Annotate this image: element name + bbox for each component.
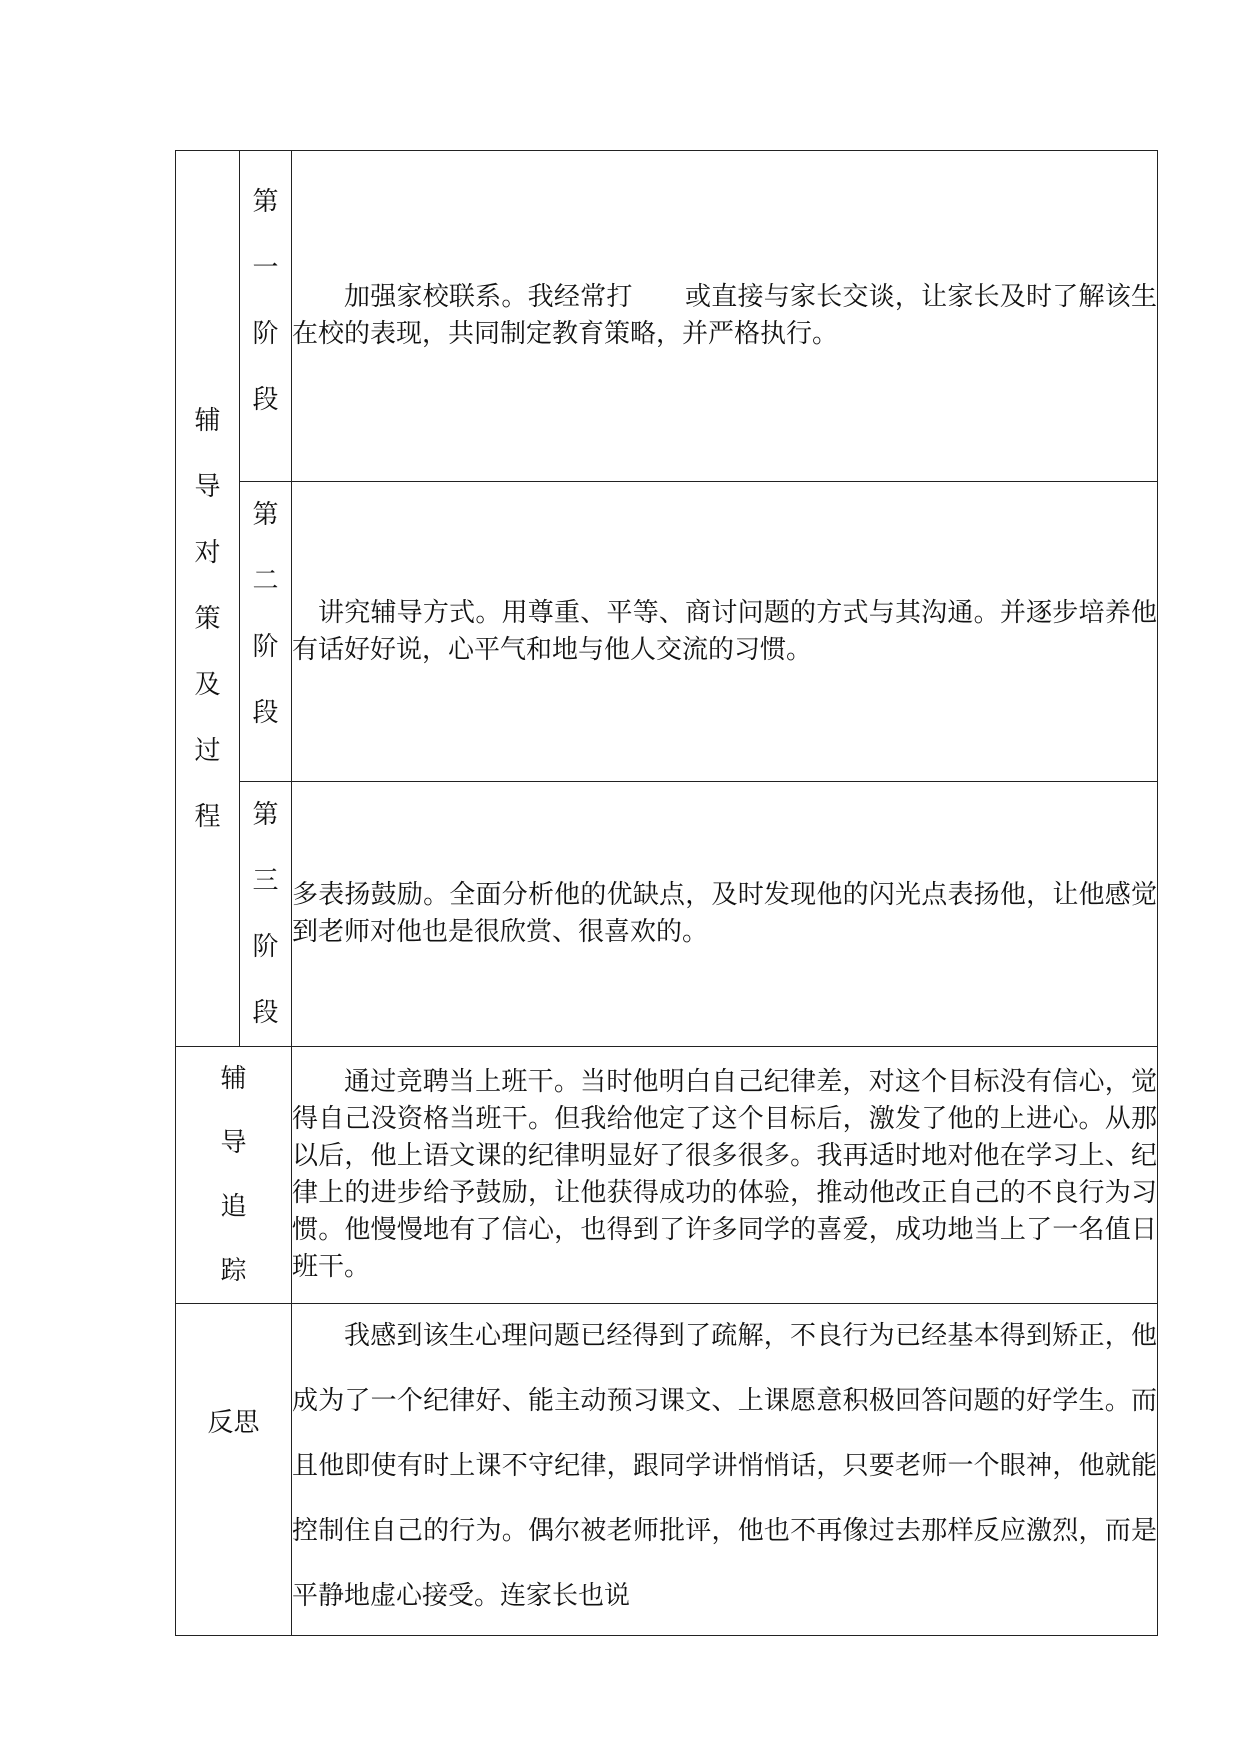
stage-label-char: 一 [252,253,279,283]
group-label-char: 对 [194,537,221,568]
stage-2-text: 讲究辅导方式。用尊重、平等、商讨问题的方式与其沟通。并逐步培养他有话好好说，心平气和地与他人交流的习惯。 [292,482,1158,782]
stage-label-char: 第 [252,500,279,530]
stage-label-char: 段 [252,698,279,728]
group-label-char: 导 [194,471,221,502]
tracking-label [176,1047,292,1304]
stage-2-label [240,482,292,782]
reflection-label-text: 反思 [207,1408,260,1438]
stage-3-label [240,782,292,1047]
stage-label-char: 阶 [252,319,279,349]
stage-label-char: 段 [252,385,279,415]
stage-1-label [240,151,292,482]
stage-label-char: 阶 [252,932,279,962]
group-label-char: 策 [194,603,221,634]
tracking-text: 通过竞聘当上班干。当时他明白自己纪律差，对这个目标没有信心，觉得自己没资格当班干。但我给他定了这个目标后，激发了他的上进心。从那以后，他上语文课的纪律明显好了很多很多。我再适时地对他在学习上、纪律上的进步给予鼓励，让他获得成功的体验，推动他改正自己的不良行为习惯。他慢慢地有了信心，也得到了许多同学的喜爱，成功地当上了一名值日班干。 [292,1047,1158,1304]
group-label-char: 过 [194,735,221,766]
tracking-label-char: 追 [220,1192,247,1222]
stage-label-char: 段 [252,998,279,1028]
group-label-char: 程 [194,801,221,832]
stage-label-char: 第 [252,800,279,830]
tracking-label-char: 踪 [220,1256,247,1286]
stage-label-char: 二 [252,566,279,596]
stage-label-char: 第 [252,187,279,217]
stage-3-text: 多表扬鼓励。全面分析他的优缺点，及时发现他的闪光点表扬他，让他感觉到老师对他也是很欣赏、很喜欢的。 [292,782,1158,1047]
tracking-label-char: 辅 [220,1064,247,1094]
stage-label-char: 三 [252,866,279,896]
tracking-label-char: 导 [220,1128,247,1158]
stage-label-char: 阶 [252,632,279,662]
group-label-char: 辅 [194,405,221,436]
reflection-label [176,1304,292,1636]
reflection-text: 我感到该生心理问题已经得到了疏解，不良行为已经基本得到矫正，他成为了一个纪律好、能主动预习课文、上课愿意积极回答问题的好学生。而且他即使有时上课不守纪律，跟同学讲悄悄话，只要老师一个眼神，他就能控制住自己的行为。偶尔被老师批评，他也不再像过去那样反应激烈，而是平静地虚心接受。连家长也说 [292,1304,1158,1636]
group-label-char: 及 [194,669,221,700]
counseling-record-table [175,150,1158,1636]
group-label-strategy-process [176,151,240,1047]
stage-1-text: 加强家校联系。我经常打 或直接与家长交谈，让家长及时了解该生在校的表现，共同制定教育策略，并严格执行。 [292,151,1158,482]
